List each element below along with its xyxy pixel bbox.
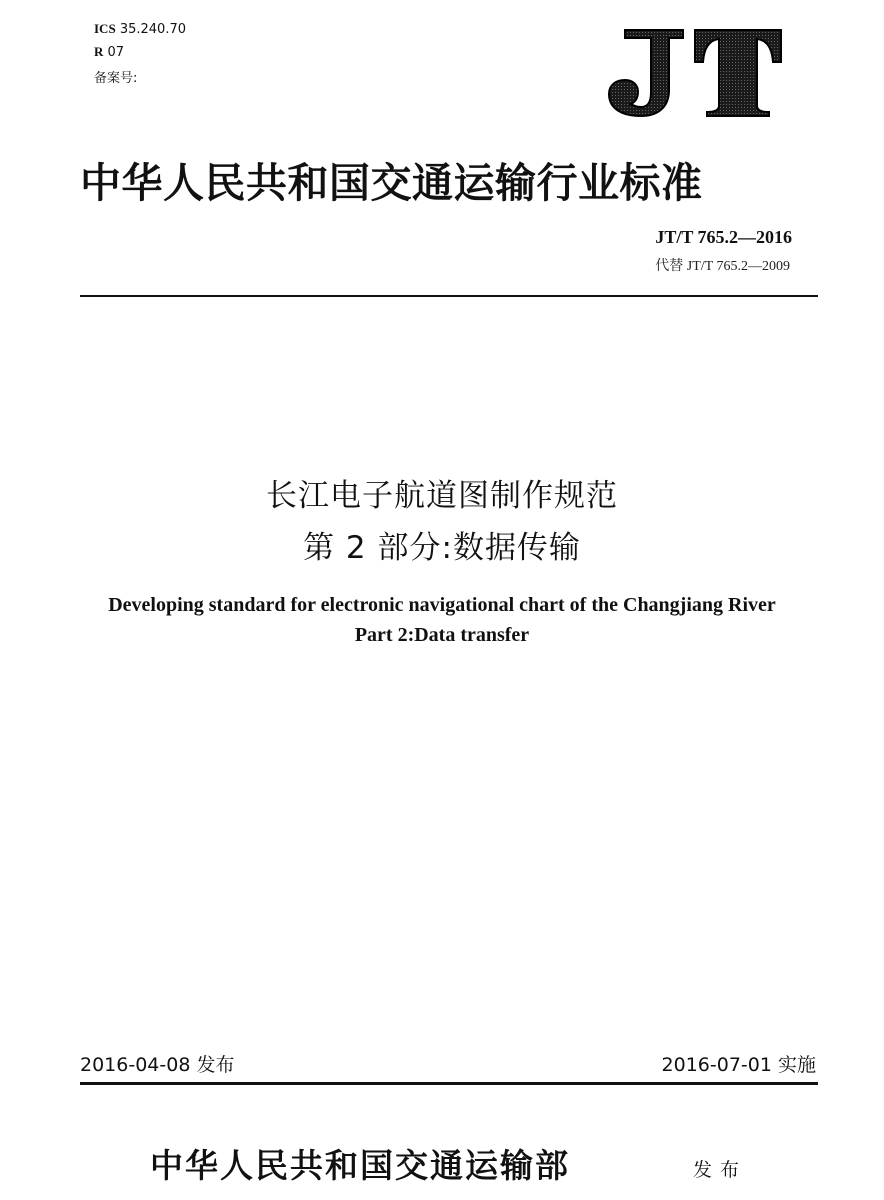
jt-logo bbox=[605, 28, 785, 118]
classification-code bbox=[94, 43, 124, 62]
publish-date: 2016-04-08 发布 bbox=[80, 1054, 235, 1076]
standard-number: JT/T 765.2—2016 bbox=[655, 227, 792, 247]
replaces-standard: 代替 JT/T 765.2—2009 bbox=[655, 259, 790, 274]
title-chinese-line1: 长江电子航道图制作规范 bbox=[266, 478, 618, 514]
class-label: R bbox=[94, 44, 104, 59]
issuing-ministry: 中华人民共和国交通运输部 bbox=[150, 1146, 570, 1185]
record-number-label: 备案号: bbox=[94, 71, 138, 86]
class-value: 07 bbox=[107, 45, 125, 60]
top-divider bbox=[80, 295, 818, 297]
title-english-line1: Developing standard for electronic navigational chart of the Changjiang River bbox=[108, 594, 776, 616]
ics-label: ICS bbox=[94, 21, 116, 36]
title-chinese-line2: 第 2 部分:数据传输 bbox=[303, 530, 581, 566]
org-standard-title: 中华人民共和国交通运输行业标准 bbox=[80, 159, 703, 207]
logo-text: JT bbox=[605, 28, 606, 29]
effective-date: 2016-07-01 实施 bbox=[661, 1054, 816, 1076]
bottom-divider bbox=[80, 1082, 818, 1085]
ics-value: 35.240.70 bbox=[119, 22, 186, 37]
title-english-line2: Part 2:Data transfer bbox=[354, 624, 530, 646]
ics-code bbox=[94, 20, 186, 39]
issue-label: 发布 bbox=[693, 1159, 748, 1181]
